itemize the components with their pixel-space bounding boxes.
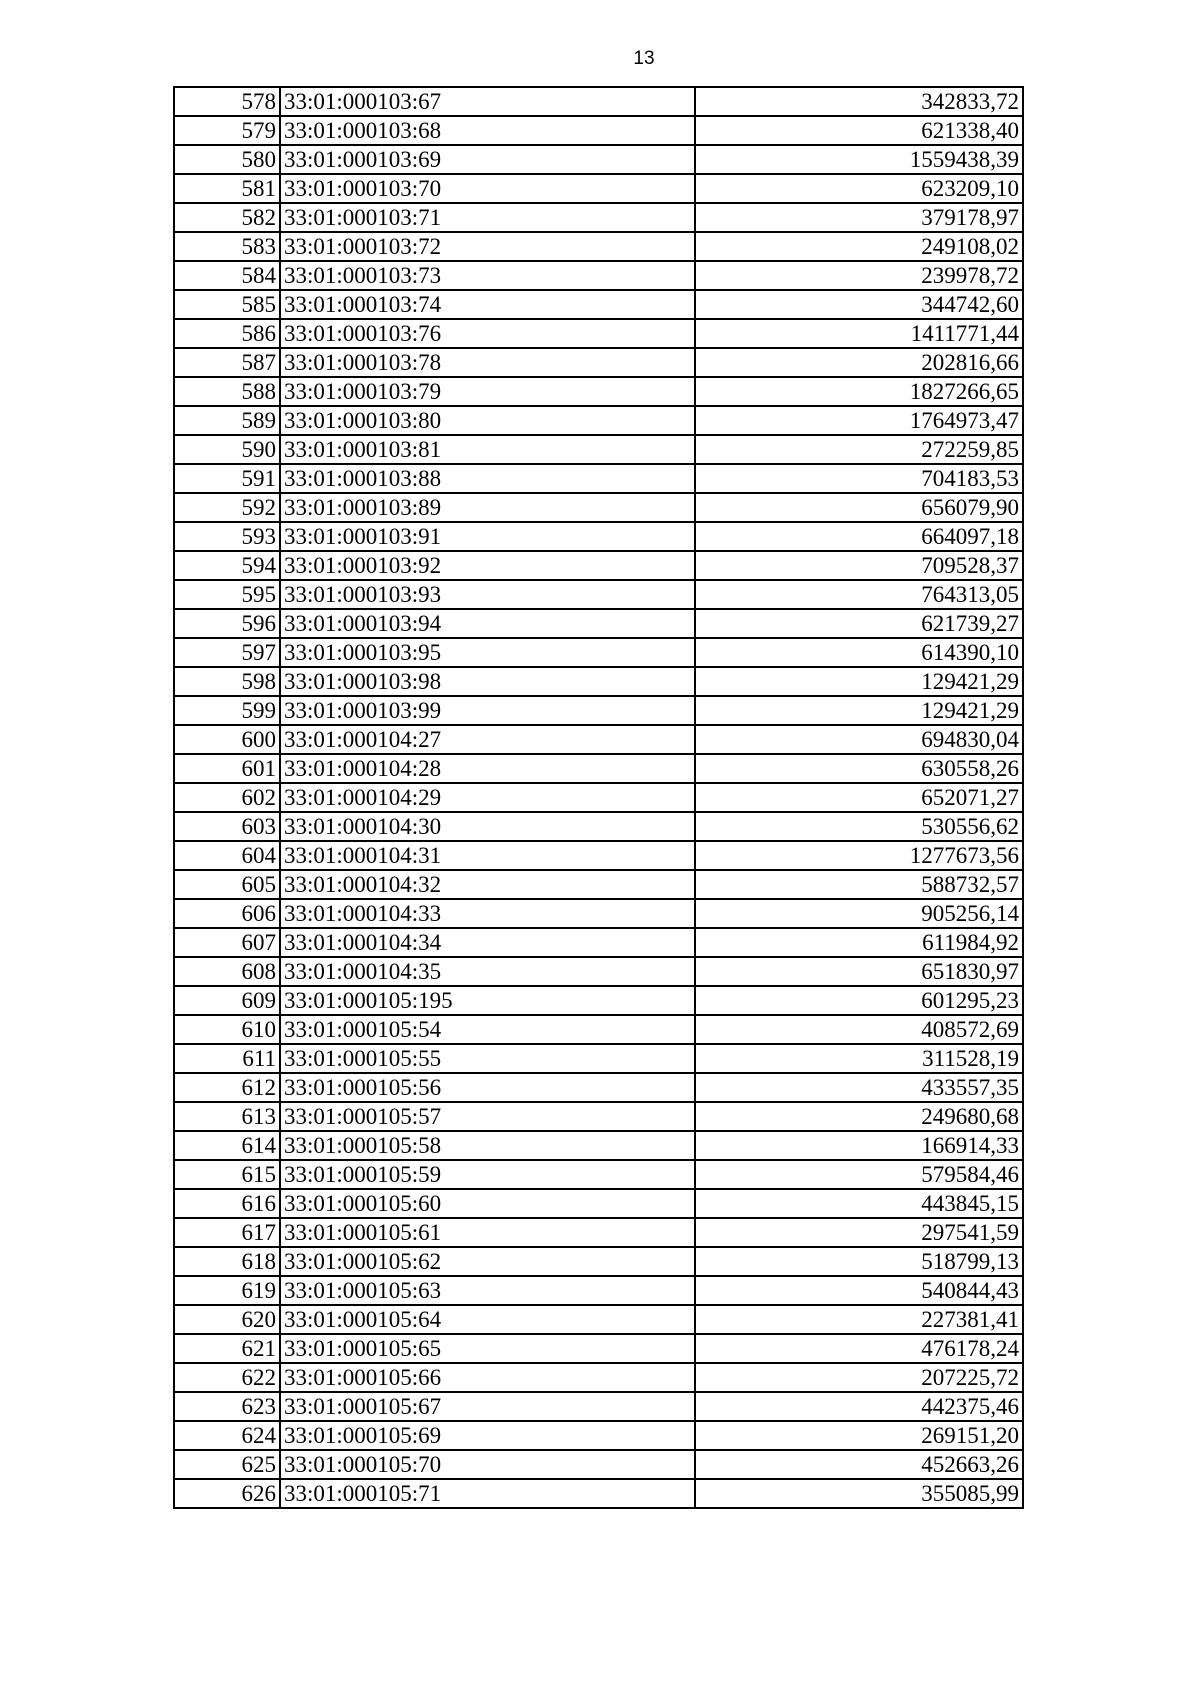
row-number-cell: 603	[174, 812, 280, 841]
cadastral-value-cell: 652071,27	[695, 783, 1023, 812]
cadastral-number-cell: 33:01:000105:55	[280, 1044, 695, 1073]
cadastral-value-cell: 704183,53	[695, 464, 1023, 493]
cadastral-number-cell: 33:01:000103:88	[280, 464, 695, 493]
cadastral-value-cell: 355085,99	[695, 1479, 1023, 1508]
cadastral-number-cell: 33:01:000105:71	[280, 1479, 695, 1508]
cadastral-number-cell: 33:01:000105:54	[280, 1015, 695, 1044]
cadastral-value-cell: 311528,19	[695, 1044, 1023, 1073]
row-number-cell: 611	[174, 1044, 280, 1073]
cadastral-value-cell: 379178,97	[695, 203, 1023, 232]
table-row	[174, 783, 1023, 812]
row-number-cell: 618	[174, 1247, 280, 1276]
table-row	[174, 812, 1023, 841]
table-row	[174, 406, 1023, 435]
row-number-cell: 581	[174, 174, 280, 203]
cadastral-value-cell: 297541,59	[695, 1218, 1023, 1247]
cadastral-number-cell: 33:01:000103:72	[280, 232, 695, 261]
cadastral-number-cell: 33:01:000103:74	[280, 290, 695, 319]
cadastral-number-cell: 33:01:000105:59	[280, 1160, 695, 1189]
table-row	[174, 696, 1023, 725]
cadastral-number-cell: 33:01:000105:57	[280, 1102, 695, 1131]
cadastral-value-cell: 530556,62	[695, 812, 1023, 841]
table-row	[174, 290, 1023, 319]
table-row	[174, 319, 1023, 348]
cadastral-value-cell: 694830,04	[695, 725, 1023, 754]
row-number-cell: 616	[174, 1189, 280, 1218]
cadastral-number-cell: 33:01:000104:28	[280, 754, 695, 783]
row-number-cell: 609	[174, 986, 280, 1015]
row-number-cell: 596	[174, 609, 280, 638]
table-row	[174, 261, 1023, 290]
page-number: 13	[633, 48, 655, 69]
row-number-cell: 595	[174, 580, 280, 609]
row-number-cell: 588	[174, 377, 280, 406]
cadastral-value-cell: 129421,29	[695, 696, 1023, 725]
row-number-cell: 624	[174, 1421, 280, 1450]
table-row	[174, 1276, 1023, 1305]
row-number-cell: 601	[174, 754, 280, 783]
cadastral-number-cell: 33:01:000103:69	[280, 145, 695, 174]
table-row	[174, 145, 1023, 174]
table-row	[174, 986, 1023, 1015]
cadastral-value-cell: 227381,41	[695, 1305, 1023, 1334]
table-row	[174, 493, 1023, 522]
table-row	[174, 899, 1023, 928]
cadastral-number-cell: 33:01:000105:195	[280, 986, 695, 1015]
row-number-cell: 623	[174, 1392, 280, 1421]
table-row	[174, 1334, 1023, 1363]
cadastral-number-cell: 33:01:000104:27	[280, 725, 695, 754]
table-row	[174, 1392, 1023, 1421]
row-number-cell: 602	[174, 783, 280, 812]
cadastral-number-cell: 33:01:000104:31	[280, 841, 695, 870]
row-number-cell: 610	[174, 1015, 280, 1044]
table-row	[174, 725, 1023, 754]
cadastral-value-cell: 518799,13	[695, 1247, 1023, 1276]
cadastral-number-cell: 33:01:000103:98	[280, 667, 695, 696]
cadastral-number-cell: 33:01:000103:89	[280, 493, 695, 522]
table-row	[174, 870, 1023, 899]
cadastral-value-cell: 764313,05	[695, 580, 1023, 609]
table-row	[174, 232, 1023, 261]
cadastral-number-cell: 33:01:000103:93	[280, 580, 695, 609]
cadastral-value-cell: 166914,33	[695, 1131, 1023, 1160]
table-row	[174, 1160, 1023, 1189]
row-number-cell: 626	[174, 1479, 280, 1508]
table-row	[174, 957, 1023, 986]
cadastral-number-cell: 33:01:000105:63	[280, 1276, 695, 1305]
row-number-cell: 619	[174, 1276, 280, 1305]
row-number-cell: 598	[174, 667, 280, 696]
cadastral-number-cell: 33:01:000105:70	[280, 1450, 695, 1479]
cadastral-value-cell: 249680,68	[695, 1102, 1023, 1131]
cadastral-number-cell: 33:01:000104:29	[280, 783, 695, 812]
row-number-cell: 586	[174, 319, 280, 348]
cadastral-number-cell: 33:01:000104:30	[280, 812, 695, 841]
cadastral-number-cell: 33:01:000103:99	[280, 696, 695, 725]
cadastral-value-cell: 579584,46	[695, 1160, 1023, 1189]
cadastral-number-cell: 33:01:000105:64	[280, 1305, 695, 1334]
cadastral-value-cell: 452663,26	[695, 1450, 1023, 1479]
table-row	[174, 348, 1023, 377]
row-number-cell: 625	[174, 1450, 280, 1479]
cadastral-number-cell: 33:01:000105:62	[280, 1247, 695, 1276]
cadastral-number-cell: 33:01:000105:56	[280, 1073, 695, 1102]
row-number-cell: 583	[174, 232, 280, 261]
table-row	[174, 1189, 1023, 1218]
row-number-cell: 590	[174, 435, 280, 464]
row-number-cell: 589	[174, 406, 280, 435]
table-row	[174, 174, 1023, 203]
table-row	[174, 435, 1023, 464]
cadastral-number-cell: 33:01:000103:67	[280, 87, 695, 116]
cadastral-number-cell: 33:01:000104:33	[280, 899, 695, 928]
cadastral-number-cell: 33:01:000105:65	[280, 1334, 695, 1363]
table-row	[174, 609, 1023, 638]
cadastral-value-cell: 272259,85	[695, 435, 1023, 464]
row-number-cell: 621	[174, 1334, 280, 1363]
cadastral-value-cell: 656079,90	[695, 493, 1023, 522]
table-body	[174, 87, 1023, 1508]
row-number-cell: 608	[174, 957, 280, 986]
cadastral-number-cell: 33:01:000103:68	[280, 116, 695, 145]
cadastral-number-cell: 33:01:000104:35	[280, 957, 695, 986]
table-row	[174, 580, 1023, 609]
row-number-cell: 606	[174, 899, 280, 928]
cadastral-value-cell: 442375,46	[695, 1392, 1023, 1421]
row-number-cell: 604	[174, 841, 280, 870]
table-row	[174, 1305, 1023, 1334]
cadastral-number-cell: 33:01:000103:80	[280, 406, 695, 435]
row-number-cell: 597	[174, 638, 280, 667]
table-row	[174, 1450, 1023, 1479]
table-row	[174, 1363, 1023, 1392]
row-number-cell: 617	[174, 1218, 280, 1247]
cadastral-value-cell: 443845,15	[695, 1189, 1023, 1218]
cadastral-number-cell: 33:01:000105:58	[280, 1131, 695, 1160]
table-row	[174, 1102, 1023, 1131]
row-number-cell: 593	[174, 522, 280, 551]
cadastral-value-cell: 1827266,65	[695, 377, 1023, 406]
cadastral-number-cell: 33:01:000103:91	[280, 522, 695, 551]
cadastral-value-cell: 207225,72	[695, 1363, 1023, 1392]
table-row	[174, 203, 1023, 232]
cadastral-value-cell: 202816,66	[695, 348, 1023, 377]
table-row	[174, 638, 1023, 667]
cadastral-value-cell: 1411771,44	[695, 319, 1023, 348]
row-number-cell: 582	[174, 203, 280, 232]
cadastral-value-table	[173, 86, 1024, 1509]
table-row	[174, 87, 1023, 116]
cadastral-value-cell: 709528,37	[695, 551, 1023, 580]
cadastral-number-cell: 33:01:000103:92	[280, 551, 695, 580]
cadastral-value-cell: 1277673,56	[695, 841, 1023, 870]
cadastral-value-cell: 344742,60	[695, 290, 1023, 319]
row-number-cell: 613	[174, 1102, 280, 1131]
table-row	[174, 377, 1023, 406]
table-row	[174, 928, 1023, 957]
cadastral-value-cell: 623209,10	[695, 174, 1023, 203]
cadastral-number-cell: 33:01:000103:70	[280, 174, 695, 203]
table-row	[174, 841, 1023, 870]
cadastral-value-cell: 540844,43	[695, 1276, 1023, 1305]
table-row	[174, 551, 1023, 580]
table-row	[174, 667, 1023, 696]
table-row	[174, 1131, 1023, 1160]
table-row	[174, 116, 1023, 145]
cadastral-number-cell: 33:01:000105:67	[280, 1392, 695, 1421]
row-number-cell: 594	[174, 551, 280, 580]
row-number-cell: 607	[174, 928, 280, 957]
row-number-cell: 592	[174, 493, 280, 522]
cadastral-number-cell: 33:01:000105:60	[280, 1189, 695, 1218]
row-number-cell: 587	[174, 348, 280, 377]
cadastral-value-cell: 621739,27	[695, 609, 1023, 638]
row-number-cell: 584	[174, 261, 280, 290]
cadastral-value-cell: 269151,20	[695, 1421, 1023, 1450]
cadastral-number-cell: 33:01:000103:73	[280, 261, 695, 290]
cadastral-number-cell: 33:01:000103:95	[280, 638, 695, 667]
cadastral-value-cell: 342833,72	[695, 87, 1023, 116]
cadastral-value-cell: 1559438,39	[695, 145, 1023, 174]
row-number-cell: 605	[174, 870, 280, 899]
cadastral-number-cell: 33:01:000103:78	[280, 348, 695, 377]
table-row	[174, 464, 1023, 493]
cadastral-value-cell: 611984,92	[695, 928, 1023, 957]
cadastral-value-cell: 588732,57	[695, 870, 1023, 899]
cadastral-number-cell: 33:01:000104:34	[280, 928, 695, 957]
table-row	[174, 522, 1023, 551]
row-number-cell: 622	[174, 1363, 280, 1392]
cadastral-number-cell: 33:01:000105:69	[280, 1421, 695, 1450]
row-number-cell: 614	[174, 1131, 280, 1160]
cadastral-value-cell: 476178,24	[695, 1334, 1023, 1363]
cadastral-number-cell: 33:01:000103:79	[280, 377, 695, 406]
table-row	[174, 1044, 1023, 1073]
cadastral-value-cell: 664097,18	[695, 522, 1023, 551]
table-row	[174, 1479, 1023, 1508]
cadastral-number-cell: 33:01:000103:94	[280, 609, 695, 638]
row-number-cell: 600	[174, 725, 280, 754]
cadastral-value-cell: 630558,26	[695, 754, 1023, 783]
table-row	[174, 1421, 1023, 1450]
row-number-cell: 591	[174, 464, 280, 493]
row-number-cell: 580	[174, 145, 280, 174]
cadastral-number-cell: 33:01:000105:61	[280, 1218, 695, 1247]
cadastral-value-cell: 614390,10	[695, 638, 1023, 667]
cadastral-value-cell: 905256,14	[695, 899, 1023, 928]
cadastral-number-cell: 33:01:000103:71	[280, 203, 695, 232]
cadastral-value-cell: 651830,97	[695, 957, 1023, 986]
row-number-cell: 579	[174, 116, 280, 145]
table-row	[174, 1073, 1023, 1102]
row-number-cell: 620	[174, 1305, 280, 1334]
row-number-cell: 578	[174, 87, 280, 116]
row-number-cell: 615	[174, 1160, 280, 1189]
cadastral-value-cell: 129421,29	[695, 667, 1023, 696]
cadastral-value-cell: 433557,35	[695, 1073, 1023, 1102]
cadastral-value-cell: 408572,69	[695, 1015, 1023, 1044]
table-row	[174, 1218, 1023, 1247]
cadastral-number-cell: 33:01:000105:66	[280, 1363, 695, 1392]
table-row	[174, 1015, 1023, 1044]
cadastral-value-cell: 601295,23	[695, 986, 1023, 1015]
table-row	[174, 1247, 1023, 1276]
cadastral-value-cell: 1764973,47	[695, 406, 1023, 435]
cadastral-number-cell: 33:01:000103:81	[280, 435, 695, 464]
cadastral-value-cell: 249108,02	[695, 232, 1023, 261]
cadastral-value-cell: 621338,40	[695, 116, 1023, 145]
row-number-cell: 585	[174, 290, 280, 319]
row-number-cell: 599	[174, 696, 280, 725]
cadastral-value-cell: 239978,72	[695, 261, 1023, 290]
table-row	[174, 754, 1023, 783]
row-number-cell: 612	[174, 1073, 280, 1102]
cadastral-number-cell: 33:01:000104:32	[280, 870, 695, 899]
cadastral-number-cell: 33:01:000103:76	[280, 319, 695, 348]
